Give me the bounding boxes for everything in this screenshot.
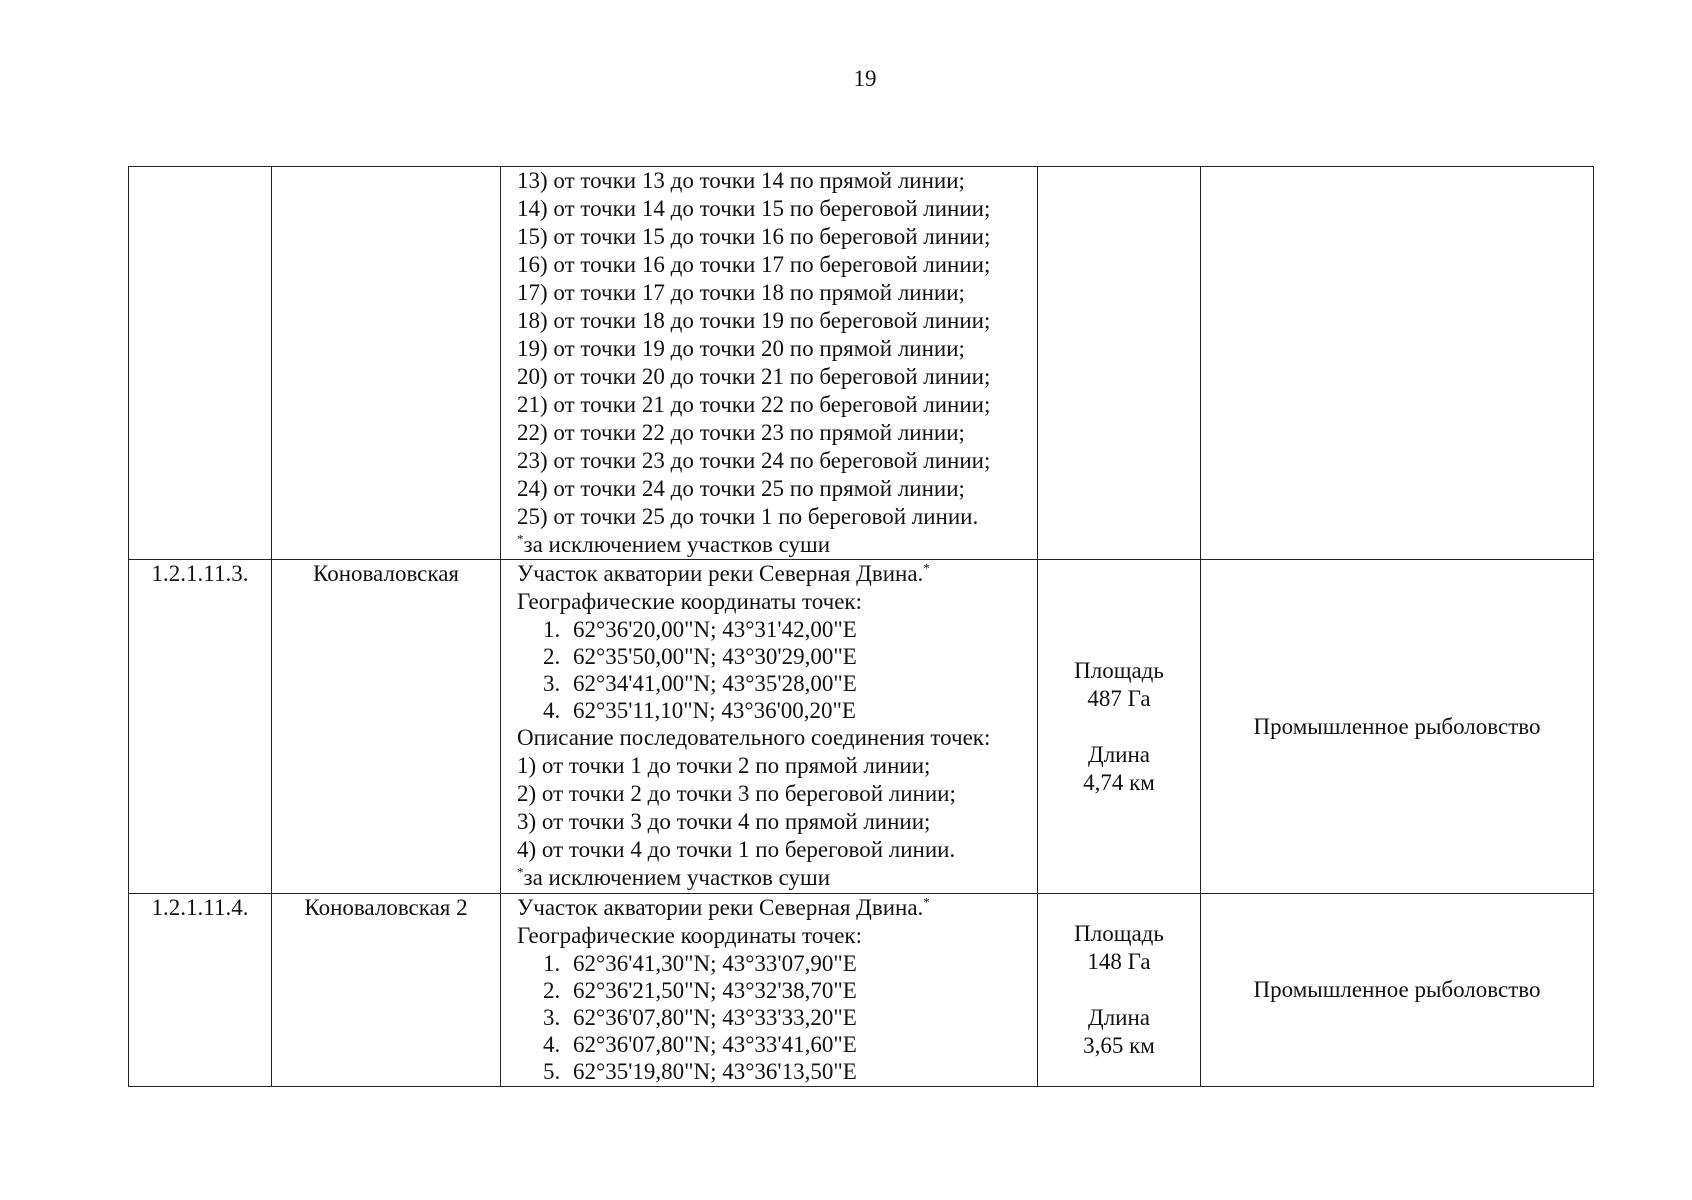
coordinate-item: 1. 62°36'41,30"N; 43°33'07,90"E [543, 951, 857, 976]
area-name-cell [272, 894, 501, 1087]
coordinate-item: 3. 62°34'41,00"N; 43°35'28,00"E [543, 671, 857, 696]
area-intro: Участок акватории реки Северная Двина.* [517, 894, 930, 920]
route-line: 18) от точки 18 до точки 19 по береговой линии; [517, 308, 991, 333]
footnote [517, 531, 1033, 559]
coordinate-item: 2. 62°36'21,50"N; 43°32'38,70"E [543, 978, 857, 1003]
boundary-description-cell [501, 167, 1038, 560]
area-label: Площадь [1074, 657, 1164, 683]
length-label: Длина [1088, 741, 1150, 767]
length-label: Длина [1088, 1005, 1150, 1030]
coords-title: Географические координаты точек: [517, 589, 862, 614]
coordinate-item: 4. 62°36'07,80"N; 43°33'41,60"E [543, 1032, 857, 1057]
route-line: 13) от точки 13 до точки 14 по прямой линии; [517, 168, 965, 193]
row-number: 1.2.1.11.3. [151, 561, 249, 586]
usage-cell [1201, 560, 1594, 894]
coordinate-item: 2. 62°35'50,00"N; 43°30'29,00"E [543, 644, 857, 669]
usage-cell [1201, 167, 1594, 560]
route-line: 14) от точки 14 до точки 15 по береговой линии; [517, 196, 991, 221]
route-line: 1) от точки 1 до точки 2 по прямой линии; [517, 753, 931, 778]
route-line: 22) от точки 22 до точки 23 по прямой линии; [517, 420, 965, 445]
area-name-cell [272, 560, 501, 894]
route-line: 4) от точки 4 до точки 1 по береговой линии. [517, 837, 956, 862]
area-intro: Участок акватории реки Северная Двина.* [517, 560, 930, 586]
route-line: 3) от точки 3 до точки 4 по прямой линии; [517, 809, 931, 834]
footnote-text: за исключением участков суши [523, 865, 831, 890]
area-value: 148 Га [1087, 949, 1151, 974]
footnote-text: за исключением участков суши [523, 532, 831, 557]
coordinate-item: 4. 62°35'11,10"N; 43°36'00,20"E [543, 698, 856, 723]
row-number: 1.2.1.11.4. [151, 895, 249, 920]
area-cell [1038, 894, 1201, 1087]
area-value: 487 Га [1087, 685, 1151, 711]
route-line: 19) от точки 19 до точки 20 по прямой линии; [517, 336, 965, 361]
route-line: 20) от точки 20 до точки 21 по береговой линии; [517, 364, 991, 389]
coordinate-item: 5. 62°35'19,80"N; 43°36'13,50"E [543, 1059, 857, 1084]
coords-title: Географические координаты точек: [517, 923, 862, 948]
row-number-cell [129, 894, 272, 1087]
footnote-mark: * [923, 560, 930, 576]
route-line: 23) от точки 23 до точки 24 по береговой линии; [517, 448, 991, 473]
footnote [517, 864, 1033, 892]
footnote-mark: * [517, 864, 524, 880]
footnote-mark: * [517, 531, 524, 547]
route-line: 16) от точки 16 до точки 17 по береговой линии; [517, 252, 991, 277]
area-name: Коноваловская [313, 561, 459, 586]
table-row [129, 894, 1594, 1087]
row-number-cell [129, 560, 272, 894]
route-line: 25) от точки 25 до точки 1 по береговой линии. [517, 504, 979, 529]
route-line: 2) от точки 2 до точки 3 по береговой линии; [517, 781, 956, 806]
boundary-description-cell [501, 560, 1038, 894]
boundary-description-cell [501, 894, 1038, 1087]
usage-cell [1201, 894, 1594, 1087]
fishing-areas-table [128, 166, 1594, 1087]
area-name: Коноваловская 2 [304, 895, 468, 920]
area-cell [1038, 560, 1201, 894]
row-number-cell [129, 167, 272, 560]
usage-type: Промышленное рыболовство [1253, 977, 1541, 1002]
length-value: 3,65 км [1083, 1033, 1155, 1058]
coordinate-item: 3. 62°36'07,80"N; 43°33'33,20"E [543, 1005, 857, 1030]
area-label: Площадь [1074, 921, 1164, 946]
route-line: 24) от точки 24 до точки 25 по прямой линии; [517, 476, 965, 501]
route-title: Описание последовательного соединения точек: [517, 725, 991, 750]
page-number: 19 [853, 66, 877, 91]
length-value: 4,74 км [1083, 769, 1155, 795]
area-cell [1038, 167, 1201, 560]
table-row [129, 167, 1594, 560]
route-line: 15) от точки 15 до точки 16 по береговой линии; [517, 224, 991, 249]
table-row [129, 560, 1594, 894]
footnote-mark: * [923, 894, 930, 910]
coordinate-item: 1. 62°36'20,00"N; 43°31'42,00"E [543, 617, 857, 642]
usage-type: Промышленное рыболовство [1253, 713, 1541, 739]
area-name-cell [272, 167, 501, 560]
route-line: 21) от точки 21 до точки 22 по береговой линии; [517, 392, 991, 417]
route-line: 17) от точки 17 до точки 18 по прямой линии; [517, 280, 965, 305]
